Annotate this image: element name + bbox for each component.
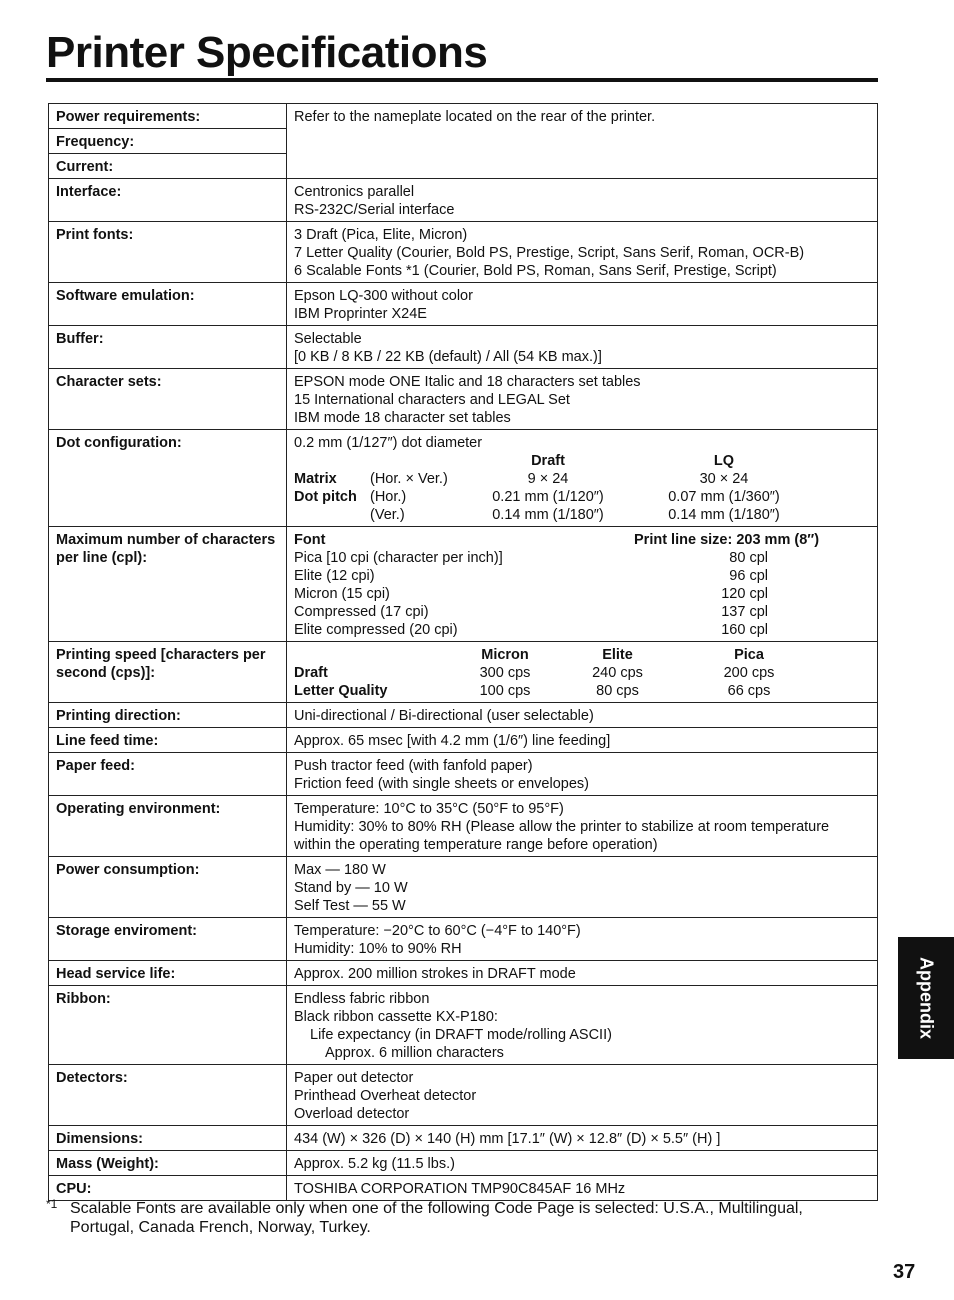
spec-label-software-emulation: Software emulation: <box>49 283 287 326</box>
spec-value-character-sets <box>287 369 878 430</box>
value-line: IBM mode 18 character set tables <box>294 410 511 426</box>
cpl-grid <box>294 531 871 639</box>
page-number: 37 <box>893 1261 916 1283</box>
cell-cpl: 80 cpl <box>729 550 768 566</box>
spec-value-storage-environment <box>287 918 878 961</box>
spacer <box>294 646 459 664</box>
table-row <box>49 753 878 796</box>
row-name: Dot pitch <box>294 489 357 505</box>
footnote-text: Scalable Fonts are available only when one of the following Code Page is selected: U.S.A., Multilingual, Portugal, Canada French, Norway, Turkey. <box>70 1200 803 1236</box>
spec-label-mass: Mass (Weight): <box>49 1151 287 1176</box>
cell-draft: 0.14 mm (1/180″) <box>492 507 604 523</box>
table-row <box>49 918 878 961</box>
col-header-elite: Elite <box>602 647 633 663</box>
specifications-table <box>48 103 878 1201</box>
table-row <box>49 1151 878 1176</box>
spec-label-paper-feed: Paper feed: <box>49 753 287 796</box>
col-header-font: Font <box>294 532 326 548</box>
value-line: 7 Letter Quality (Courier, Bold PS, Prestige, Script, Sans Serif, Roman, OCR-B) <box>294 245 805 261</box>
value-line: Black ribbon cassette KX-P180: <box>294 1009 498 1025</box>
cell-draft: 9 × 24 <box>527 471 569 487</box>
spec-value-printing-speed <box>287 642 878 703</box>
table-row <box>49 857 878 918</box>
table-row <box>49 326 878 369</box>
table-row <box>49 703 878 728</box>
spec-label-print-fonts: Print fonts: <box>49 222 287 283</box>
cell-elite: 240 cps <box>592 665 643 681</box>
spec-label-cpl: Maximum number of characters per line (cpl): <box>49 527 287 642</box>
spec-value-power-consumption <box>287 857 878 918</box>
spec-value-power: Refer to the nameplate located on the rear of the printer. <box>287 104 878 179</box>
spec-value-cpu: TOSHIBA CORPORATION TMP90C845AF 16 MHz <box>287 1176 878 1201</box>
row-direction: (Hor.) <box>370 489 407 505</box>
table-row <box>49 728 878 753</box>
value-line: Overload detector <box>294 1106 410 1122</box>
value-line: RS-232C/Serial interface <box>294 202 455 218</box>
spec-label-power-consumption: Power consumption: <box>49 857 287 918</box>
col-header-draft: Draft <box>531 453 565 469</box>
cell-pica: 200 cps <box>723 665 775 681</box>
spec-label-storage-environment: Storage enviroment: <box>49 918 287 961</box>
table-row <box>49 796 878 857</box>
spec-label-line-feed-time: Line feed time: <box>49 728 287 753</box>
value-line: Endless fabric ribbon <box>294 991 430 1007</box>
cell-font: Elite (12 cpi) <box>294 568 375 584</box>
value-line: 15 International characters and LEGAL Set <box>294 392 570 408</box>
row-direction: (Hor. × Ver.) <box>370 471 448 487</box>
table-row <box>49 283 878 326</box>
value-line: Paper out detector <box>294 1070 414 1086</box>
spec-value-buffer <box>287 326 878 369</box>
value-line: Humidity: 30% to 80% RH (Please allow the printer to stabilize at room temperature <box>294 819 830 835</box>
spec-label-detectors: Detectors: <box>49 1065 287 1126</box>
value-line: Centronics parallel <box>294 184 415 200</box>
cell-font: Elite compressed (20 cpi) <box>294 622 458 638</box>
value-line: 3 Draft (Pica, Elite, Micron) <box>294 227 468 243</box>
page-title: Printer Specifications <box>46 28 488 77</box>
cell-font: Compressed (17 cpi) <box>294 604 429 620</box>
footnote <box>46 1199 866 1237</box>
value-line: Temperature: 10°C to 35°C (50°F to 95°F) <box>294 801 564 817</box>
cell-cpl: 137 cpl <box>721 604 768 620</box>
spec-label-dimensions: Dimensions: <box>49 1126 287 1151</box>
spec-label-power: Power requirements: <box>49 104 287 129</box>
cell-micron: 100 cps <box>479 683 531 699</box>
spec-label-frequency: Frequency: <box>49 129 287 154</box>
table-row <box>49 527 878 642</box>
table-row <box>49 104 878 129</box>
value-line: Epson LQ-300 without color <box>294 288 473 304</box>
spec-value-printing-direction: Uni-directional / Bi-directional (user selectable) <box>287 703 878 728</box>
table-row <box>49 369 878 430</box>
table-row <box>49 430 878 527</box>
cell-cpl: 120 cpl <box>721 586 768 602</box>
cell-pica: 66 cps <box>727 683 771 699</box>
table-row <box>49 179 878 222</box>
value-line: Push tractor feed (with fanfold paper) <box>294 758 533 774</box>
value-line: Approx. 6 million characters <box>325 1045 504 1061</box>
dot-diameter: 0.2 mm (1/127″) dot diameter <box>294 435 483 451</box>
value-line: EPSON mode ONE Italic and 18 characters set tables <box>294 374 641 390</box>
table-row <box>49 1126 878 1151</box>
cell-elite: 80 cps <box>596 683 639 699</box>
row-mode: Letter Quality <box>294 683 388 699</box>
spec-label-interface: Interface: <box>49 179 287 222</box>
spec-label-operating-environment: Operating environment: <box>49 796 287 857</box>
spec-value-paper-feed <box>287 753 878 796</box>
speed-grid <box>294 646 871 700</box>
col-header-line-size: Print line size: 203 mm (8″) <box>634 532 820 548</box>
value-line: Life expectancy (in DRAFT mode/rolling ASCII) <box>310 1027 612 1043</box>
cell-font: Pica [10 cpi (character per inch)] <box>294 550 503 566</box>
value-line: Friction feed (with single sheets or envelopes) <box>294 776 589 792</box>
spec-value-print-fonts <box>287 222 878 283</box>
row-name: Matrix <box>294 471 337 487</box>
spec-value-ribbon <box>287 986 878 1065</box>
value-line: Max — 180 W <box>294 862 386 878</box>
value-line: 6 Scalable Fonts *1 (Courier, Bold PS, Roman, Sans Serif, Prestige, Script) <box>294 263 777 279</box>
col-header-pica: Pica <box>734 647 764 663</box>
col-header-micron: Micron <box>481 647 529 663</box>
value-line: Selectable <box>294 331 362 347</box>
cell-cpl: 96 cpl <box>729 568 768 584</box>
table-row <box>49 961 878 986</box>
table-row <box>49 222 878 283</box>
value-line: Self Test — 55 W <box>294 898 406 914</box>
spec-label-ribbon: Ribbon: <box>49 986 287 1065</box>
spacer <box>294 452 370 470</box>
value-line: [0 KB / 8 KB / 22 KB (default) / All (54 KB max.)] <box>294 349 602 365</box>
value-line: Stand by — 10 W <box>294 880 408 896</box>
cell-font: Micron (15 cpi) <box>294 586 390 602</box>
table-row <box>49 1176 878 1201</box>
spec-value-interface <box>287 179 878 222</box>
spec-value-dot-configuration <box>287 430 878 527</box>
spec-value-cpl <box>287 527 878 642</box>
spec-value-software-emulation <box>287 283 878 326</box>
spec-value-line-feed-time: Approx. 65 msec [with 4.2 mm (1/6″) line feeding] <box>287 728 878 753</box>
dot-config-grid <box>294 452 871 524</box>
spec-label-current: Current: <box>49 154 287 179</box>
spec-label-dot-configuration: Dot configuration: <box>49 430 287 527</box>
cell-lq: 30 × 24 <box>699 471 749 487</box>
spec-value-operating-environment <box>287 796 878 857</box>
table-row <box>49 1065 878 1126</box>
cell-lq: 0.07 mm (1/360″) <box>668 489 780 505</box>
value-line: Humidity: 10% to 90% RH <box>294 941 462 957</box>
value-line: Printhead Overheat detector <box>294 1088 477 1104</box>
spec-label-cpu: CPU: <box>49 1176 287 1201</box>
spec-label-printing-speed: Printing speed [characters per second (cps)]: <box>49 642 287 703</box>
title-underline <box>46 78 878 82</box>
value-line: Temperature: −20°C to 60°C (−4°F to 140°F) <box>294 923 581 939</box>
spec-label-buffer: Buffer: <box>49 326 287 369</box>
value-line: within the operating temperature range before operation) <box>294 837 658 853</box>
spec-label-head-service-life: Head service life: <box>49 961 287 986</box>
row-mode: Draft <box>294 665 328 681</box>
row-direction: (Ver.) <box>370 507 405 523</box>
row-name <box>294 506 370 524</box>
spec-value-head-service-life: Approx. 200 million strokes in DRAFT mode <box>287 961 878 986</box>
cell-cpl: 160 cpl <box>721 622 768 638</box>
cell-lq: 0.14 mm (1/180″) <box>668 507 780 523</box>
table-row <box>49 642 878 703</box>
spec-value-dimensions: 434 (W) × 326 (D) × 140 (H) mm [17.1″ (W) × 12.8″ (D) × 5.5″ (H) ] <box>287 1126 878 1151</box>
footnote-mark: *1 <box>46 1197 58 1211</box>
spec-value-detectors <box>287 1065 878 1126</box>
cell-draft: 0.21 mm (1/120″) <box>492 489 604 505</box>
col-header-lq: LQ <box>713 453 735 469</box>
cell-micron: 300 cps <box>479 665 531 681</box>
appendix-tab-label: Appendix <box>916 956 937 1040</box>
table-row <box>49 986 878 1065</box>
value-line: IBM Proprinter X24E <box>294 306 427 322</box>
spec-label-printing-direction: Printing direction: <box>49 703 287 728</box>
appendix-side-tab <box>898 937 954 1059</box>
spec-value-mass: Approx. 5.2 kg (11.5 lbs.) <box>287 1151 878 1176</box>
spec-label-character-sets: Character sets: <box>49 369 287 430</box>
spacer <box>370 452 488 470</box>
